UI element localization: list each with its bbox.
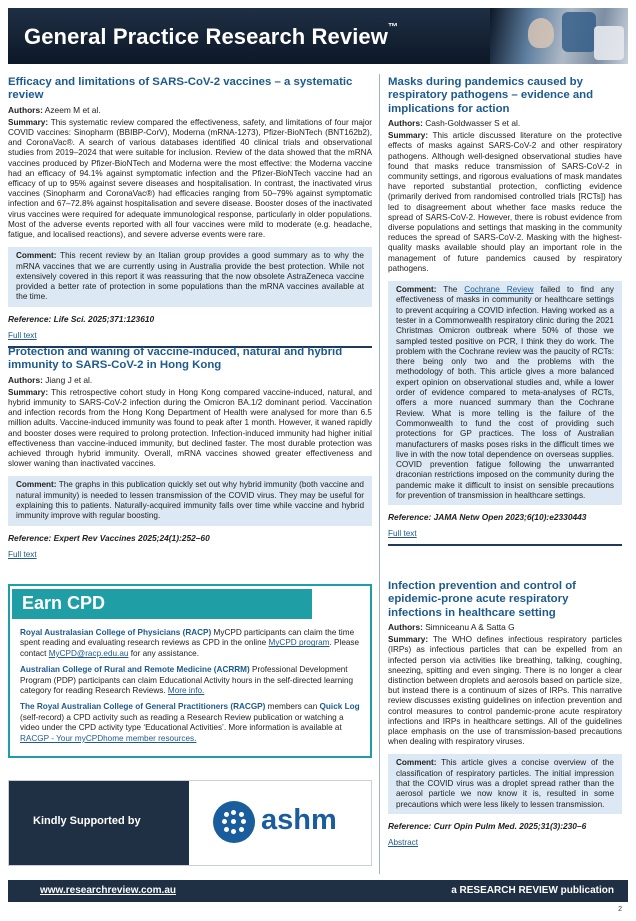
photo-shape — [594, 26, 624, 60]
sponsor-label-panel — [9, 781, 189, 866]
article-hybrid-immunity — [8, 346, 372, 562]
ashm-logo-text: ashm — [261, 804, 337, 836]
page-number: 2 — [618, 906, 622, 913]
article-title: Protection and waning of vaccine-induced, natural and hybrid immunity to SARS-CoV-2 in Hong Kong — [8, 346, 343, 372]
header-banner — [8, 8, 628, 64]
earn-cpd-body — [20, 628, 362, 750]
photo-shape — [528, 18, 554, 48]
trademark: ™ — [387, 22, 399, 33]
full-text-link[interactable]: Full text — [8, 549, 37, 559]
article-vaccine-efficacy — [8, 76, 372, 348]
header-photo — [490, 8, 628, 64]
racgp-resources-link[interactable]: RACGP - Your myCPDhome member resources. — [20, 733, 197, 743]
article-authors: Authors: Azeem M et al. — [8, 104, 101, 115]
photo-shape — [562, 12, 596, 52]
sponsor-label: Kindly Supported by — [33, 815, 141, 827]
full-text-link[interactable]: Full text — [388, 529, 417, 539]
article-infection-prevention — [388, 580, 622, 850]
article-reference: Reference: Life Sci. 2025;371:123610 — [8, 313, 155, 324]
full-text-link[interactable]: Full text — [8, 330, 37, 340]
earn-cpd-box — [8, 584, 372, 758]
abstract-link[interactable]: Abstract — [388, 837, 419, 847]
footer-bar — [8, 880, 628, 902]
cpd-racp: Royal Australasian College of Physicians (RACP) MyCPD participants can claim the time spent reading and evaluating research reviews as CPD in the online MyCPD program. Please contact MyCPD@racp.edu.au for any assistance. — [20, 628, 360, 658]
article-reference: Reference: Curr Opin Pulm Med. 2025;31(3):230–6 — [388, 820, 587, 831]
article-comment: Comment: The Cochrane Review failed to find any effectiveness of masks in community or healthcare settings to prevent acquiring a COVID infection. Having worked as a tester in a Commonwealth respiratory clinic during the 2021 Christmas Omicron outbreak where 50% of those we sampled tested positive on PCR, I think they do work. The problem with the Cochrane review was the paucity of RCTs: there being only two and the problems with the methodology of both. This article gives a more balanced expert opinion on observational studies and, while a lower order of evidence compared to meta-analyses of RCTs, offers a more nuanced summary than the Cochrane Review. What is more telling is the failure of the Commonwealth to fund the cost of providing such protections for GP practices. The loss of Australian manufacturers of masks poses risks in the difficult times we live in with the now total dependence on overseas supplies. COVID prevention fatigue following the unwarranted draconian restrictions imposed on the community during the pandemic make it difficult to insist on sensible precautions for prevention of transmission in healthcare settings. — [388, 281, 622, 505]
website-link[interactable]: www.researchreview.com.au — [40, 885, 176, 896]
column-divider — [379, 74, 380, 874]
article-summary: Summary: This article discussed literature on the protective effects of masks against SARS-CoV-2 and other respiratory pathogens. Although well-designed observational studies have found that masks reduce transmission of SARS-CoV-2 in community settings, and rigorous evaluations of mask mandates have reported substantial protection, conflicting evidence (primarily derived from randomised controlled trials [RCTs]) has led to disagreement about whether face masks reduce the spread of SARS-CoV-2. However, there is robust evidence from diverse populations and settings that masking in the community reduces the spread of SARS-CoV-2. Masking with the highest-quality masks available should play an important role in the management of future pandemics caused by respiratory pathogens. — [388, 131, 622, 273]
article-authors: Authors: Cash-Goldwasser S et al. — [388, 118, 521, 129]
earn-cpd-heading-bar — [12, 589, 312, 619]
article-authors: Authors: Simniceanu A & Satta G — [388, 622, 515, 633]
article-reference: Reference: JAMA Netw Open 2023;6(10):e2330443 — [388, 512, 587, 523]
sponsor-box — [8, 780, 372, 866]
publication-label: a RESEARCH REVIEW publication — [451, 885, 614, 896]
cpd-racgp: The Royal Australian College of General Practitioners (RACGP) members can Quick Log (self-record) a CPD activity such as reading a Research Review publication or watching a video under the CPD activity type ‘Educational Activities’. More information is available at RACGP - Your myCPDhome member resources. — [20, 702, 360, 743]
publication-title: General Practice Research Review™ — [24, 22, 399, 49]
earn-cpd-heading: Earn CPD — [22, 593, 106, 613]
article-title: Masks during pandemics caused by respiratory pathogens – evidence and implications for action — [388, 76, 594, 115]
article-comment: Comment: This article gives a concise overview of the classification of respiratory particles. The initial impression that the COVID virus was a droplet spread rather than the aerosol particle we now know it is, resulted in some precautions which were less likely to lessen transmission. — [388, 754, 622, 813]
article-title: Infection prevention and control of epidemic-prone acute respiratory infections in healthcare setting — [388, 580, 576, 619]
ashm-logo-icon — [213, 801, 255, 843]
racp-email-link[interactable]: MyCPD@racp.edu.au — [48, 648, 129, 658]
section-divider — [388, 544, 622, 546]
article-title: Efficacy and limitations of SARS-CoV-2 vaccines – a systematic review — [8, 76, 353, 102]
article-summary: Summary: This retrospective cohort study in Hong Kong compared vaccine-induced, natural, and hybrid immunity to SARS-CoV-2 infection during the Omicron BA.1/2 dominant period. Vaccination and infection records from the Hong Kong Department of Health were analysed for more than 6.5 million adults. Vaccine-induced immunity was found to peak after 1 month. However, it waned rapidly and booster doses were required to prolong protection. Infection-induced immunity had higher initial effectiveness than vaccine-induced immunity, but declined faster. The most durable protection was achieved through hybrid immunity. Overall, mRNA vaccines showed greater effectiveness and slower waning than inactivated vaccines. — [8, 387, 372, 469]
article-authors: Authors: Jiang J et al. — [8, 374, 93, 385]
sponsor-logo-panel[interactable] — [189, 781, 372, 866]
mycpd-program-link[interactable]: MyCPD program — [268, 638, 330, 648]
article-masks — [388, 76, 622, 546]
article-reference: Reference: Expert Rev Vaccines 2025;24(1):252–60 — [8, 532, 210, 543]
article-comment: Comment: This recent review by an Italian group provides a good summary as to why the mRNA vaccines that we are currently using in Australia provide the best protection. While not extensively covered in this report it was reassuring that the now obsolete AstraZeneca vaccine provided a better rate of protection in some populations than the mRNA vaccines available at the time. — [8, 247, 372, 306]
article-summary: Summary: This systematic review compared the effectiveness, safety, and limitations of four major COVID vaccines: Sinopharm (BBIBP-CorV), Moderna (mRNA-1273), Pfizer-BioNTech (BNT162b2), and CoronaVac®. A search of various databases identified 40 clinical trials and observational studies from 2019–2024 that were suitable for inclusion. Review of the data showed that the mRNA vaccines produced by Pfizer-BioNTech and Moderna were the most effective: the Moderna vaccine had an efficacy of 94.1% against symptomatic infection and the Pfizer-BioNTech vaccine had an efficacy of up to 95% against severe diseases and hospitalisation. In contrast, the inactivated virus vaccines (Sinopharm and CoronaVac®) had efficacies ranging from 50–79% against symptomatic infection and 67–72.8% against hospitalisation and severe disease. Booster doses of the inactivated virus vaccines were required for adequate immunological response, particularly in older populations. Most of the adverse events reported with all four vaccines were mild to moderate (e.g. headache, fatigue, and localised reactions), and severe adverse events were rare. — [8, 117, 372, 240]
cpd-acrrm: Australian College of Rural and Remote Medicine (ACRRM) Professional Development Program (PDP) participants can claim Educational Activity hours in the self-directed learning category for reading Research Reviews. More info. — [20, 665, 354, 696]
acrrm-more-info-link[interactable]: More info. — [167, 686, 205, 696]
cochrane-review-link[interactable]: Cochrane Review — [464, 285, 534, 295]
article-comment: Comment: The graphs in this publication quickly set out why hybrid immunity (both vaccine and natural immunity) is needed to lessen transmission of the COVID virus. They may be useful for explaining this to patients. Naturally-acquired immunity falls over time while vaccine and hybrid immunity improve with regular boosting. — [8, 476, 372, 525]
article-summary: Summary: The WHO defines infectious respiratory particles (IRPs) as infectious particles that can be expelled from an infected person via activities like breathing, talking, coughing, sneezing, spitting and even singing. There is no longer a clear distinction between droplets and aerosols based on particle size, but instead there is a continuum of sizes of IRPs. This narrative review discusses existing guidelines on infection prevention and control measures to control pandemic-prone acute respiratory infections and IRPs in healthcare settings. All of the guidelines place emphasis on the use of transmission-based precautions when dealing with respiratory viruses. — [388, 635, 622, 747]
